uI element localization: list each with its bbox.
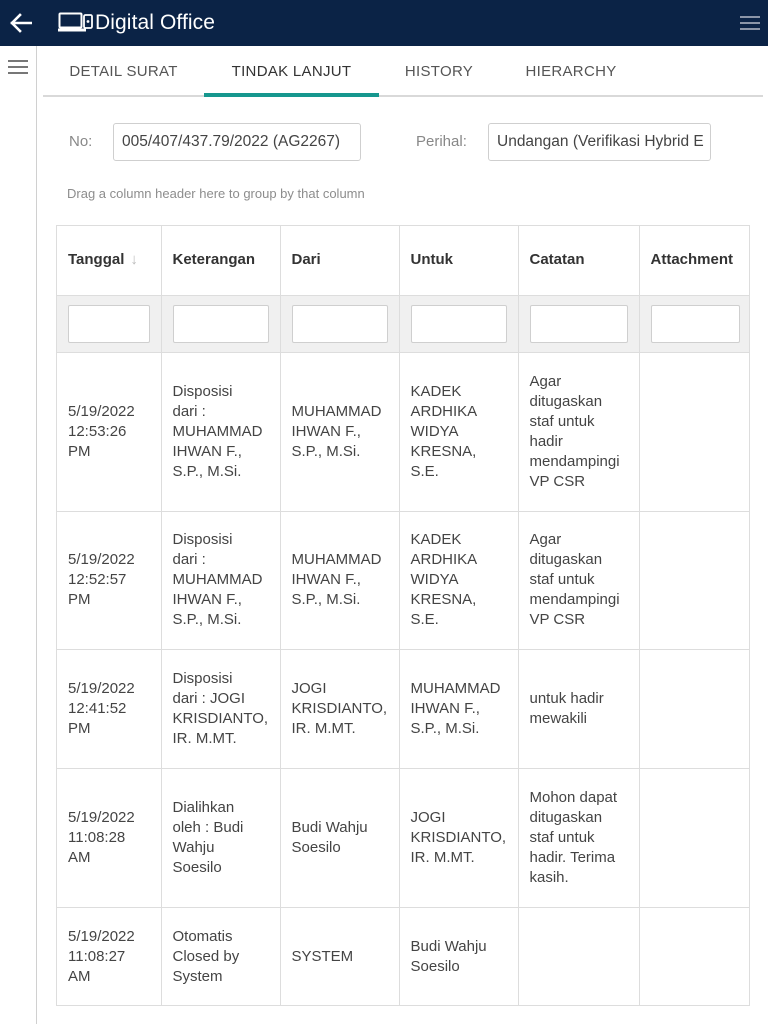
cell-line: staf untuk xyxy=(529,571,595,588)
filter-input-attachment[interactable] xyxy=(651,305,741,343)
cell-line: PM xyxy=(68,591,91,608)
group-panel-hint[interactable]: Drag a column header here to group by that column xyxy=(67,186,365,201)
cell-line: KRESNA, S.E. xyxy=(410,442,477,480)
laptop-icon xyxy=(58,12,94,34)
cell-line: Closed by xyxy=(172,947,240,965)
cell-line: mendampingi xyxy=(529,452,620,470)
cell-dari xyxy=(280,352,399,511)
cell-line: S.P., M.Si. xyxy=(172,462,242,480)
cell-line: dari : xyxy=(172,551,206,568)
cell-line: KADEK xyxy=(410,531,462,548)
table-row[interactable] xyxy=(57,352,750,511)
cell-tanggal xyxy=(57,511,161,649)
column-header-tanggal[interactable]: Tanggal ↓ xyxy=(57,226,161,295)
cell-catatan xyxy=(518,768,639,907)
cell-line: S.P., M.Si. xyxy=(410,719,480,737)
tab-hierarchy[interactable]: HIERARCHY xyxy=(525,63,617,80)
cell-line: dari : xyxy=(172,402,206,420)
cell-line: Otomatis xyxy=(172,927,233,945)
cell-attachment xyxy=(639,511,750,649)
cell-line: IR. M.MT. xyxy=(291,719,356,737)
cell-line: IR. M.MT. xyxy=(172,729,237,747)
filter-input-untuk[interactable] xyxy=(411,305,507,343)
cell-line: ditugaskan xyxy=(529,808,603,826)
cell-line: hadir. Terima xyxy=(529,848,616,866)
table-row[interactable] xyxy=(57,649,750,768)
cell-line: 11:08:27 xyxy=(68,947,126,965)
cell-line: kasih. xyxy=(529,868,569,886)
cell-keterangan xyxy=(161,649,280,768)
filter-input-dari[interactable] xyxy=(292,305,388,343)
cell-line: IHWAN F., xyxy=(410,699,480,717)
cell-line: Budi Wahju xyxy=(291,818,368,836)
cell-line: mendampingi xyxy=(529,591,620,608)
arrow-left-icon xyxy=(10,13,32,33)
cell-line: ditugaskan xyxy=(529,551,603,568)
cell-line: ditugaskan xyxy=(529,392,603,410)
cell-line: mewakili xyxy=(529,709,588,727)
cell-line: dari : JOGI xyxy=(172,689,246,707)
cell-line: Disposisi xyxy=(172,382,233,400)
cell-line: AM xyxy=(68,967,91,985)
perihal-field[interactable]: Undangan (Verifikasi Hybrid E xyxy=(488,123,711,161)
cell-keterangan xyxy=(161,768,280,907)
filter-input-keterangan[interactable] xyxy=(173,305,269,343)
cell-line: KRISDIANTO, xyxy=(410,828,507,846)
column-header-dari[interactable]: Dari xyxy=(280,226,399,295)
cell-line: 12:53:26 xyxy=(68,422,127,440)
cell-line: IHWAN F., xyxy=(291,422,361,440)
cell-line: KRISDIANTO, xyxy=(291,699,388,717)
cell-line: hadir xyxy=(529,432,563,450)
cell-untuk xyxy=(399,352,518,511)
cell-line: Disposisi xyxy=(172,531,233,548)
cell-line: IHWAN F., xyxy=(172,442,242,460)
cell-line: PM xyxy=(68,442,91,460)
column-header-keterangan[interactable]: Keterangan xyxy=(161,226,280,295)
filter-input-tanggal[interactable] xyxy=(68,305,150,343)
side-menu-icon[interactable] xyxy=(8,59,28,75)
cell-line: AM xyxy=(68,848,91,866)
cell-line: JOGI xyxy=(410,808,446,826)
cell-catatan xyxy=(518,649,639,768)
cell-line: IR. M.MT. xyxy=(410,848,475,866)
sort-down-icon: ↓ xyxy=(130,251,138,269)
cell-dari xyxy=(280,649,399,768)
cell-line: 11:08:28 xyxy=(68,828,126,846)
data-grid xyxy=(56,225,750,1006)
cell-attachment xyxy=(639,649,750,768)
cell-keterangan xyxy=(161,511,280,649)
cell-line: S.P., M.Si. xyxy=(172,611,242,628)
cell-untuk xyxy=(399,907,518,1006)
cell-line: VP CSR xyxy=(529,472,586,490)
cell-line: 12:52:57 xyxy=(68,571,127,588)
cell-tanggal xyxy=(57,352,161,511)
cell-line: Budi Wahju xyxy=(410,937,487,955)
cell-keterangan xyxy=(161,352,280,511)
cell-line: 5/19/2022 xyxy=(68,679,135,697)
cell-line: Agar xyxy=(529,531,562,548)
no-label: No: xyxy=(69,133,93,150)
table-row[interactable] xyxy=(57,511,750,649)
cell-line: untuk hadir xyxy=(529,689,604,707)
table-row[interactable] xyxy=(57,907,750,1006)
cell-line: S.P., M.Si. xyxy=(291,442,361,460)
cell-line: ARDHIKA xyxy=(410,402,478,420)
cell-line: IHWAN F., xyxy=(172,591,242,608)
cell-line: Soesilo xyxy=(410,957,460,975)
cell-line: Dialihkan xyxy=(172,798,235,816)
cell-catatan xyxy=(518,352,639,511)
cell-keterangan xyxy=(161,907,280,1006)
cell-line: Soesilo xyxy=(172,858,222,876)
cell-line: KRISDIANTO, xyxy=(172,709,269,727)
sidebar xyxy=(0,46,37,1024)
filter-row xyxy=(57,295,750,352)
tab-history[interactable]: HISTORY xyxy=(404,63,474,80)
table-row[interactable] xyxy=(57,768,750,907)
cell-untuk xyxy=(399,511,518,649)
cell-line: 5/19/2022 xyxy=(68,927,135,945)
cell-line: PM xyxy=(68,719,91,737)
cell-line: KADEK xyxy=(410,382,462,400)
cell-line: staf untuk xyxy=(529,412,595,430)
active-tab-indicator xyxy=(204,93,379,97)
app-title: Digital Office xyxy=(95,11,216,34)
cell-line: Soesilo xyxy=(291,838,341,856)
cell-line: 5/19/2022 xyxy=(68,551,135,568)
no-field[interactable]: 005/407/437.79/2022 (AG2267) xyxy=(113,123,361,161)
cell-line: 5/19/2022 xyxy=(68,808,135,826)
header-row xyxy=(57,226,750,295)
column-header-attachment[interactable]: Attachment xyxy=(639,226,750,295)
cell-line: SYSTEM xyxy=(291,947,354,965)
cell-untuk xyxy=(399,649,518,768)
cell-dari xyxy=(280,511,399,649)
hamburger-icon[interactable] xyxy=(740,14,760,32)
cell-line: staf untuk xyxy=(529,828,595,846)
cell-line: MUHAMMAD xyxy=(172,571,263,588)
cell-catatan xyxy=(518,907,639,1006)
cell-attachment xyxy=(639,352,750,511)
cell-untuk xyxy=(399,768,518,907)
tab-bar xyxy=(43,46,763,97)
cell-line: MUHAMMAD xyxy=(291,551,382,568)
cell-dari xyxy=(280,907,399,1006)
column-header-catatan[interactable]: Catatan xyxy=(518,226,639,295)
cell-attachment xyxy=(639,768,750,907)
cell-line: 5/19/2022 xyxy=(68,402,135,420)
cell-line: ARDHIKA xyxy=(410,551,478,568)
app-header xyxy=(0,0,768,46)
perihal-label: Perihal: xyxy=(416,133,467,150)
cell-attachment xyxy=(639,907,750,1006)
cell-tanggal xyxy=(57,649,161,768)
cell-line: KRESNA, S.E. xyxy=(410,591,477,628)
cell-tanggal xyxy=(57,768,161,907)
cell-line: JOGI xyxy=(291,679,327,697)
cell-line: Mohon dapat xyxy=(529,788,618,806)
cell-dari xyxy=(280,768,399,907)
tab-detail-surat[interactable]: DETAIL SURAT xyxy=(69,63,178,80)
tab-tindak-lanjut[interactable]: TINDAK LANJUT xyxy=(231,63,352,80)
column-header-untuk[interactable]: Untuk xyxy=(399,226,518,295)
back-button[interactable] xyxy=(6,8,36,38)
cell-line: MUHAMMAD xyxy=(172,422,263,440)
cell-line: WIDYA xyxy=(410,571,459,588)
cell-line: Agar xyxy=(529,372,562,390)
cell-line: VP CSR xyxy=(529,611,586,628)
cell-line: System xyxy=(172,967,223,985)
cell-line: 12:41:52 xyxy=(68,699,127,717)
cell-line: MUHAMMAD xyxy=(291,402,382,420)
cell-line: WIDYA xyxy=(410,422,459,440)
cell-line: MUHAMMAD xyxy=(410,679,501,697)
cell-line: IHWAN F., xyxy=(291,571,361,588)
cell-line: S.P., M.Si. xyxy=(291,591,361,608)
cell-catatan xyxy=(518,511,639,649)
cell-line: Wahju xyxy=(172,838,215,856)
cell-line: Disposisi xyxy=(172,669,233,687)
filter-input-catatan[interactable] xyxy=(530,305,628,343)
cell-tanggal xyxy=(57,907,161,1006)
cell-line: oleh : Budi xyxy=(172,818,244,836)
